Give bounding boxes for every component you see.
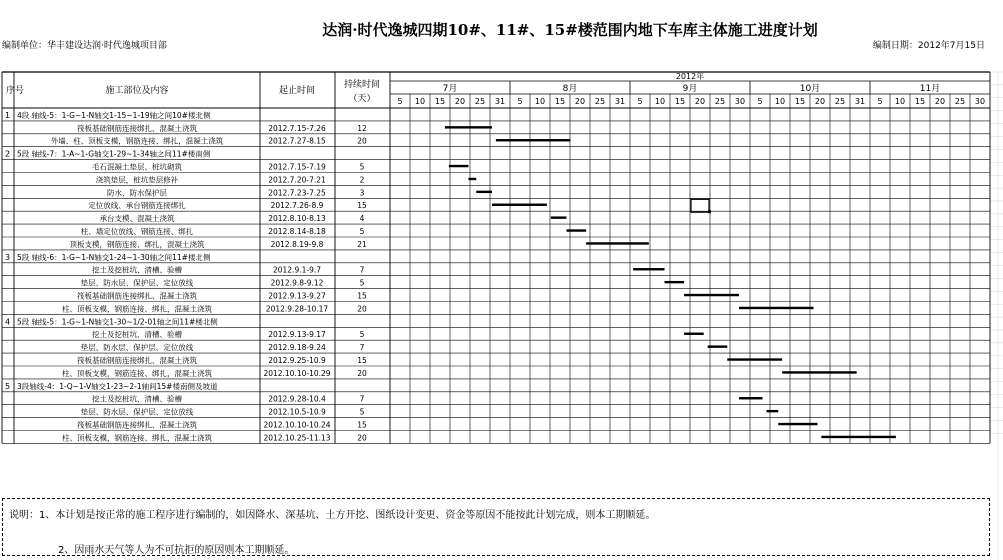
task-dates: 2012.9.25-10.9 bbox=[268, 356, 326, 365]
task-name: 外墙、柱、顶板支模，钢筋连接、绑扎，混凝土浇筑 bbox=[50, 136, 224, 146]
task-dates: 2012.10.10-10.24 bbox=[263, 420, 331, 430]
day-tick: 25 bbox=[954, 97, 966, 106]
task-duration: 7 bbox=[359, 394, 365, 404]
task-dates: 2012.10.5-10.9 bbox=[268, 407, 326, 417]
day-tick: 10 bbox=[534, 97, 546, 106]
gantt-bar bbox=[739, 307, 814, 309]
task-duration: 5 bbox=[359, 407, 365, 417]
gantt-bar bbox=[476, 191, 492, 193]
fill-handle bbox=[708, 210, 711, 213]
day-tick: 25 bbox=[474, 97, 486, 106]
task-name: 柱、顶板支模，钢筋连接、绑扎，混凝土浇筑 bbox=[62, 368, 212, 378]
day-tick: 5 bbox=[397, 97, 403, 106]
section-seq: 1 bbox=[5, 110, 11, 120]
gantt-bar bbox=[445, 126, 492, 128]
section-seq: 5 bbox=[5, 381, 11, 391]
task-dates: 2012.7.27-8.15 bbox=[268, 136, 326, 146]
task-name: 浇筑垫层，桩坑垫层修补 bbox=[95, 175, 179, 185]
section-title: 4段 轴线-5：1-G~1-N轴交1-15~1-19轴之间10#楼北侧 bbox=[17, 110, 211, 120]
note-line-1: 说明：1、本计划是按正常的施工程序进行编制的，如因降水、深基坑、土方开挖、图纸设计变更、资金等原因不能按此计划完成，则本工期顺延。 bbox=[9, 510, 656, 521]
task-dates: 2012.9.28-10.4 bbox=[268, 394, 326, 404]
day-tick: 15 bbox=[914, 97, 926, 106]
gantt-bar bbox=[766, 410, 778, 412]
task-duration: 20 bbox=[357, 433, 367, 443]
task-name: 柱、顶板支模，钢筋连接、绑扎，混凝土浇筑 bbox=[62, 433, 212, 443]
col-header-seq: 序号 bbox=[6, 86, 25, 96]
task-dates: 2012.9.18-9.24 bbox=[268, 343, 326, 353]
task-duration: 7 bbox=[359, 343, 365, 353]
task-duration: 3 bbox=[359, 188, 365, 198]
section-title: 5段 轴线-5：1-G~1-N轴交1-30~1/2-01轴之间11#楼北侧 bbox=[17, 317, 218, 327]
task-dates: 2012.9.13-9.17 bbox=[268, 330, 326, 340]
day-tick: 20 bbox=[454, 97, 466, 106]
task-dates: 2012.7.26-8.9 bbox=[270, 201, 324, 211]
task-dates: 2012.7.23-7.25 bbox=[268, 188, 326, 198]
day-tick: 31 bbox=[494, 97, 506, 106]
gantt-bar bbox=[821, 436, 896, 438]
gantt-bar bbox=[566, 229, 586, 231]
section-seq: 2 bbox=[5, 149, 11, 159]
day-tick: 5 bbox=[517, 97, 523, 106]
task-name: 挖土及挖桩坑、清槽、验槽 bbox=[92, 330, 182, 340]
gantt-bar bbox=[684, 294, 739, 296]
task-name: 垫层、防水层、保护层、定位放线 bbox=[80, 407, 194, 417]
task-dates: 2012.7.15-7.26 bbox=[268, 123, 326, 133]
gantt-bar bbox=[633, 268, 664, 270]
task-name: 筏板基础钢筋连接绑扎、混凝土浇筑 bbox=[77, 420, 197, 430]
task-dates: 2012.10.25-11.13 bbox=[263, 433, 331, 443]
gantt-bar bbox=[684, 333, 704, 335]
note-line-2: 2、因雨水天气等人为不可抗拒的原因则本工期顺延。 bbox=[58, 545, 295, 556]
day-tick: 20 bbox=[934, 97, 946, 106]
day-tick: 25 bbox=[594, 97, 606, 106]
task-duration: 15 bbox=[357, 201, 367, 211]
task-name: 定位放线、承台钢筋连接绑扎 bbox=[88, 201, 186, 211]
gantt-bar bbox=[708, 345, 728, 347]
task-dates: 2012.9.8-9.12 bbox=[270, 278, 324, 288]
gantt-bar bbox=[586, 242, 649, 244]
task-name: 承台支模、混凝土浇筑 bbox=[99, 214, 175, 224]
task-dates: 2012.8.14-8.18 bbox=[268, 227, 326, 236]
task-name: 柱、顶板支模，钢筋连接、绑扎，混凝土浇筑 bbox=[62, 304, 212, 314]
task-duration: 2 bbox=[359, 175, 365, 185]
task-name: 挖土及挖桩坑、清槽、验槽 bbox=[92, 265, 182, 275]
task-dates: 2012.9.13-9.27 bbox=[268, 291, 326, 301]
year-label: 2012年 bbox=[675, 72, 705, 81]
task-duration: 21 bbox=[357, 239, 367, 249]
day-tick: 20 bbox=[814, 97, 826, 106]
gantt-bar bbox=[727, 358, 782, 360]
task-name: 筏板基础钢筋连接绑扎、混凝土浇筑 bbox=[77, 356, 197, 365]
task-dates: 2012.8.19-9.8 bbox=[270, 239, 324, 249]
section-seq: 4 bbox=[5, 317, 11, 327]
day-tick: 15 bbox=[674, 97, 686, 106]
month-label: 8月 bbox=[562, 84, 578, 94]
day-tick: 10 bbox=[414, 97, 426, 106]
day-tick: 25 bbox=[714, 97, 726, 106]
task-dates: 2012.7.15-7.19 bbox=[268, 162, 326, 172]
task-name: 防水、防水保护层 bbox=[107, 188, 167, 198]
day-tick: 10 bbox=[894, 97, 906, 106]
task-name: 顶板支模，钢筋连接、绑扎，混凝土浇筑 bbox=[69, 239, 205, 249]
section-title: 5段 轴线-6：1-G~1-N轴交1-24~1-30轴之间11#楼北侧 bbox=[17, 252, 211, 262]
day-tick: 5 bbox=[637, 97, 643, 106]
day-tick: 15 bbox=[794, 97, 806, 106]
day-tick: 31 bbox=[854, 97, 866, 106]
day-tick: 5 bbox=[757, 97, 763, 106]
col-header-duration-unit: （天） bbox=[348, 94, 376, 104]
gantt-bar bbox=[739, 397, 763, 399]
section-seq: 3 bbox=[5, 252, 11, 262]
task-dates: 2012.7.20-7.21 bbox=[268, 175, 326, 185]
gantt-bar bbox=[496, 139, 571, 141]
task-dates: 2012.10.10-10.29 bbox=[263, 368, 331, 378]
task-duration: 15 bbox=[357, 356, 367, 365]
task-duration: 4 bbox=[359, 214, 365, 224]
col-header-dates: 起止时间 bbox=[278, 86, 316, 96]
task-dates: 2012.8.10-8.13 bbox=[268, 214, 326, 224]
selected-cell bbox=[691, 199, 709, 212]
section-title: 3段轴线-4：1-Q~1-V轴交1-23~2-1轴间15#楼南侧及坡道 bbox=[17, 381, 218, 391]
task-name: 柱、墙定位放线、钢筋连接、绑扎 bbox=[80, 227, 194, 236]
task-duration: 20 bbox=[357, 136, 367, 146]
day-tick: 25 bbox=[834, 97, 846, 106]
month-label: 11月 bbox=[919, 84, 941, 94]
day-tick: 30 bbox=[974, 97, 986, 106]
day-tick: 10 bbox=[654, 97, 666, 106]
task-name: 垫层、防水层、保护层、定位放线 bbox=[80, 343, 194, 353]
col-header-task: 施工部位及内容 bbox=[105, 86, 169, 96]
day-tick: 20 bbox=[574, 97, 586, 106]
task-name: 挖土及挖桩坑、清槽、验槽 bbox=[92, 394, 182, 404]
task-dates: 2012.9.1-9.7 bbox=[272, 265, 322, 275]
task-name: 垫层、防水层、保护层、定位放线 bbox=[80, 278, 194, 288]
task-duration: 7 bbox=[359, 265, 365, 275]
task-duration: 5 bbox=[359, 278, 365, 288]
task-name: 毛石混凝土垫层、桩坑砌筑 bbox=[92, 162, 182, 172]
day-tick: 5 bbox=[877, 97, 883, 106]
task-name: 筏板基础钢筋连接绑扎、混凝土浇筑 bbox=[77, 291, 197, 301]
gantt-bar bbox=[665, 281, 685, 283]
day-tick: 15 bbox=[434, 97, 446, 106]
task-duration: 20 bbox=[357, 368, 367, 378]
task-duration: 15 bbox=[357, 291, 367, 301]
gantt-bar bbox=[468, 178, 476, 180]
section-title: 5段 轴线-7：1-A~1-G轴交1-29~1-34轴之间11#楼南侧 bbox=[17, 149, 211, 159]
day-tick: 15 bbox=[554, 97, 566, 106]
gantt-bar bbox=[551, 216, 567, 218]
gantt-bar bbox=[449, 165, 469, 167]
compiling-unit: 编制单位：华丰建设达润·时代逸城项目部 bbox=[2, 41, 167, 51]
gantt-bar bbox=[778, 423, 817, 425]
month-label: 7月 bbox=[442, 84, 458, 94]
task-duration: 5 bbox=[359, 330, 365, 340]
compiling-date: 编制日期：2012年7月15日 bbox=[872, 41, 985, 51]
month-label: 9月 bbox=[682, 84, 698, 94]
month-label: 10月 bbox=[799, 84, 821, 94]
day-tick: 20 bbox=[694, 97, 706, 106]
task-duration: 12 bbox=[357, 123, 367, 133]
day-tick: 10 bbox=[774, 97, 786, 106]
gantt-bar bbox=[492, 204, 547, 206]
notes-box bbox=[2, 498, 990, 556]
task-dates: 2012.9.28-10.17 bbox=[265, 304, 329, 314]
task-name: 筏板基础钢筋连接绑扎、混凝土浇筑 bbox=[77, 123, 197, 133]
col-header-duration: 持续时间 bbox=[343, 80, 381, 90]
task-duration: 20 bbox=[357, 304, 367, 314]
page-title: 达润·时代逸城四期10#、11#、15#楼范围内地下车库主体施工进度计划 bbox=[322, 21, 818, 39]
task-duration: 5 bbox=[359, 227, 365, 236]
day-tick: 31 bbox=[614, 97, 626, 106]
task-duration: 5 bbox=[359, 162, 365, 172]
task-duration: 15 bbox=[357, 420, 367, 430]
gantt-bar bbox=[782, 371, 857, 373]
day-tick: 30 bbox=[734, 97, 746, 106]
